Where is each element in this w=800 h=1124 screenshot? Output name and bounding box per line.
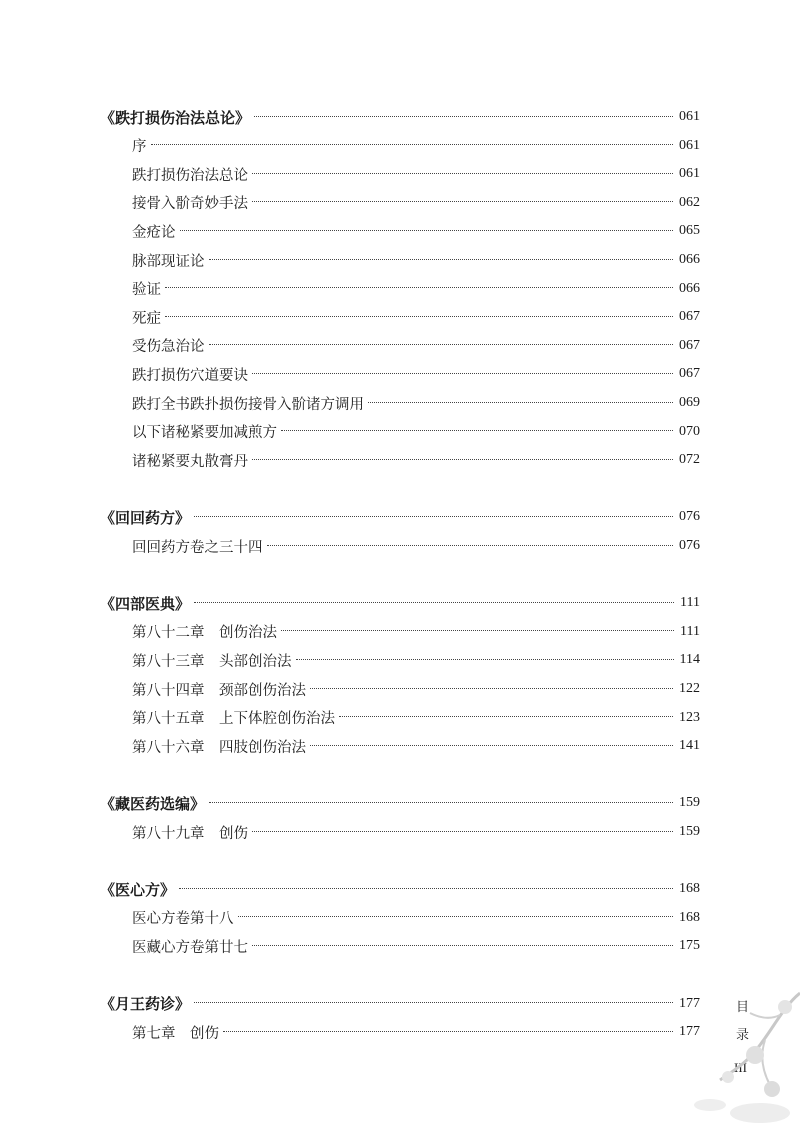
toc-page-number: 177 bbox=[679, 995, 700, 1011]
toc-item[interactable] bbox=[132, 278, 700, 300]
dot-leader bbox=[267, 545, 674, 546]
toc-title: 诸秘紧要丸散膏丹 bbox=[132, 453, 248, 470]
toc-title: 第七章 创伤 bbox=[132, 1025, 219, 1042]
toc-item[interactable] bbox=[132, 821, 700, 843]
toc-item[interactable] bbox=[132, 135, 700, 157]
toc-item[interactable] bbox=[132, 421, 700, 443]
toc-title: 第八十九章 创伤 bbox=[132, 825, 248, 842]
toc-title: 跌打全书跌扑损伤接骨入骱诸方调用 bbox=[132, 396, 364, 413]
toc-title: 《医心方》 bbox=[100, 880, 176, 899]
toc-item[interactable] bbox=[132, 392, 700, 414]
toc-title: 《跌打损伤治法总论》 bbox=[100, 108, 251, 127]
toc-page-number: 122 bbox=[679, 681, 700, 696]
dot-leader bbox=[179, 888, 673, 889]
toc-item[interactable] bbox=[132, 192, 700, 214]
toc-section[interactable] bbox=[100, 506, 700, 528]
dot-leader bbox=[165, 287, 673, 288]
dot-leader bbox=[368, 402, 673, 403]
toc-title: 受伤急治论 bbox=[132, 339, 205, 356]
dot-leader bbox=[194, 516, 673, 517]
toc-page-number: 159 bbox=[679, 824, 700, 839]
page-number: III bbox=[734, 1060, 747, 1075]
toc-item[interactable] bbox=[132, 707, 700, 729]
toc-item[interactable] bbox=[132, 621, 700, 643]
toc-page-number: 168 bbox=[679, 881, 700, 897]
dot-leader bbox=[209, 344, 674, 345]
dot-leader bbox=[252, 201, 673, 202]
toc-title: 《藏医药选编》 bbox=[100, 794, 206, 813]
dot-leader bbox=[151, 144, 674, 145]
toc-page-number: 159 bbox=[679, 795, 700, 811]
toc-page-number: 061 bbox=[679, 109, 700, 124]
toc-page-number: 168 bbox=[679, 909, 700, 925]
toc-page-number: 065 bbox=[679, 223, 700, 239]
toc-item[interactable] bbox=[132, 220, 700, 242]
toc-item[interactable] bbox=[132, 306, 700, 328]
toc-page-number: 070 bbox=[679, 423, 700, 439]
toc-page-number: 141 bbox=[679, 738, 700, 754]
dot-leader bbox=[252, 945, 673, 946]
toc-title: 金疮论 bbox=[132, 224, 176, 241]
toc-page-number: 067 bbox=[679, 366, 700, 382]
toc-section[interactable] bbox=[100, 792, 700, 814]
toc-page-number: 066 bbox=[679, 280, 700, 296]
dot-leader bbox=[254, 116, 673, 117]
toc-page-number: 123 bbox=[679, 709, 700, 725]
toc-section[interactable] bbox=[100, 592, 700, 614]
toc-title: 《四部医典》 bbox=[100, 594, 191, 613]
toc-section[interactable] bbox=[100, 993, 700, 1015]
toc-title: 脉部现证论 bbox=[132, 253, 205, 270]
toc-title: 跌打损伤穴道要诀 bbox=[132, 367, 248, 384]
dot-leader bbox=[180, 230, 674, 231]
toc-page-number: 177 bbox=[679, 1024, 700, 1040]
toc-title: 《月王药诊》 bbox=[100, 995, 191, 1014]
toc-page-number: 175 bbox=[679, 938, 700, 954]
toc-page-number: 067 bbox=[679, 337, 700, 353]
toc-title: 第八十四章 颈部创伤治法 bbox=[132, 682, 306, 699]
toc-item[interactable] bbox=[132, 678, 700, 700]
toc-item[interactable] bbox=[132, 735, 700, 757]
dot-leader bbox=[252, 173, 673, 174]
side-tab-char-2: 录 bbox=[736, 1028, 750, 1043]
dot-leader bbox=[281, 430, 673, 431]
toc-item[interactable] bbox=[132, 449, 700, 471]
toc-page-number: 076 bbox=[679, 538, 700, 553]
toc-title: 接骨入骱奇妙手法 bbox=[132, 196, 248, 213]
dot-leader bbox=[296, 659, 674, 660]
toc-item[interactable] bbox=[132, 907, 700, 929]
dot-leader bbox=[238, 916, 674, 917]
toc-page-number: 069 bbox=[679, 395, 700, 410]
toc-page-number: 061 bbox=[679, 137, 700, 153]
toc-title: 第八十三章 头部创治法 bbox=[132, 653, 292, 670]
toc-title: 医藏心方卷第廿七 bbox=[132, 939, 248, 956]
toc-page-number: 111 bbox=[680, 595, 700, 611]
toc-title: 死症 bbox=[132, 310, 161, 327]
toc-section[interactable] bbox=[100, 106, 700, 128]
dot-leader bbox=[252, 831, 673, 832]
toc-item[interactable] bbox=[132, 935, 700, 957]
side-tab-char-1: 目 bbox=[736, 1000, 750, 1015]
dot-leader bbox=[310, 688, 673, 689]
toc-page-number: 066 bbox=[679, 252, 700, 267]
dot-leader bbox=[281, 630, 674, 631]
toc-item[interactable] bbox=[132, 535, 700, 557]
toc-section[interactable] bbox=[100, 878, 700, 900]
toc-title: 跌打损伤治法总论 bbox=[132, 167, 248, 184]
toc-item[interactable] bbox=[132, 1021, 700, 1043]
dot-leader bbox=[252, 459, 673, 460]
toc-page-number: 062 bbox=[679, 194, 700, 210]
toc-title: 验证 bbox=[132, 282, 161, 299]
toc-title: 以下诸秘紧要加减煎方 bbox=[132, 425, 277, 442]
toc-title: 《回回药方》 bbox=[100, 508, 191, 527]
toc-page-number: 072 bbox=[679, 452, 700, 468]
toc-title: 第八十五章 上下体腔创伤治法 bbox=[132, 711, 335, 728]
toc-item[interactable] bbox=[132, 363, 700, 385]
dot-leader bbox=[339, 716, 673, 717]
toc-page-number: 114 bbox=[679, 652, 700, 668]
toc-title: 第八十六章 四肢创伤治法 bbox=[132, 739, 306, 756]
dot-leader bbox=[194, 602, 674, 603]
toc-page-number: 111 bbox=[680, 623, 700, 639]
toc-title: 回回药方卷之三十四 bbox=[132, 539, 263, 556]
toc-item[interactable] bbox=[132, 649, 700, 671]
toc-item[interactable] bbox=[132, 335, 700, 357]
plum-blossom-decoration-icon bbox=[690, 985, 800, 1124]
dot-leader bbox=[209, 802, 673, 803]
toc-page-number: 061 bbox=[679, 166, 700, 182]
toc-title: 第八十二章 创伤治法 bbox=[132, 625, 277, 642]
dot-leader bbox=[165, 316, 673, 317]
dot-leader bbox=[209, 259, 674, 260]
toc-page-number: 076 bbox=[679, 509, 700, 525]
dot-leader bbox=[194, 1002, 673, 1003]
toc-item[interactable] bbox=[132, 249, 700, 271]
dot-leader bbox=[310, 745, 673, 746]
toc-page-number: 067 bbox=[679, 309, 700, 325]
toc-item[interactable] bbox=[132, 163, 700, 185]
toc-title: 序 bbox=[132, 139, 147, 156]
toc-title: 医心方卷第十八 bbox=[132, 911, 234, 928]
dot-leader bbox=[223, 1031, 673, 1032]
dot-leader bbox=[252, 373, 673, 374]
